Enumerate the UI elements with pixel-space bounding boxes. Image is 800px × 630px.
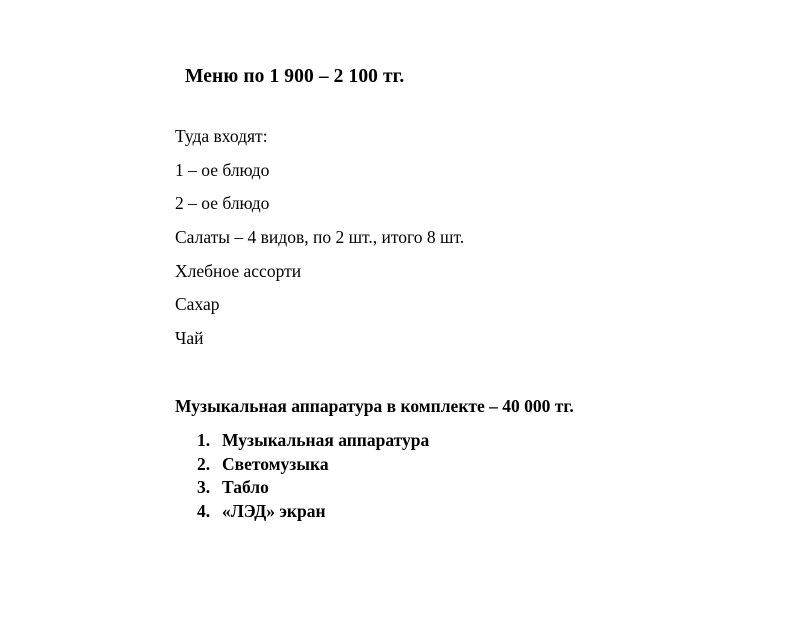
list-item-number: 1. <box>197 430 211 450</box>
list-item <box>197 477 429 501</box>
list-item <box>197 454 429 478</box>
list-item-text: «ЛЭД» экран <box>222 500 326 521</box>
music-heading: Музыкальная аппаратура в комплекте – 40 000 тг. <box>175 396 574 416</box>
menu-item-tea: Чай <box>175 328 204 348</box>
menu-item-sugar: Сахар <box>175 294 220 314</box>
list-item <box>197 430 429 454</box>
menu-intro: Туда входят: <box>175 126 268 146</box>
music-equipment-list <box>197 430 429 524</box>
menu-item-bread: Хлебное ассорти <box>175 261 302 281</box>
list-item-text: Табло <box>222 477 269 497</box>
menu-item-salads: Салаты – 4 видов, по 2 шт., итого 8 шт. <box>175 227 465 247</box>
list-item-text: Музыкальная аппаратура <box>222 430 430 450</box>
menu-item-second-course: 2 – ое блюдо <box>175 193 270 213</box>
list-item-number: 4. <box>197 500 211 521</box>
list-item-text: Светомузыка <box>222 453 329 474</box>
list-item-number: 3. <box>197 477 211 497</box>
list-item-number: 2. <box>197 453 211 474</box>
menu-title: Меню по 1 900 – 2 100 тг. <box>185 66 405 87</box>
menu-item-first-course: 1 – ое блюдо <box>175 160 270 180</box>
list-item <box>197 501 429 525</box>
